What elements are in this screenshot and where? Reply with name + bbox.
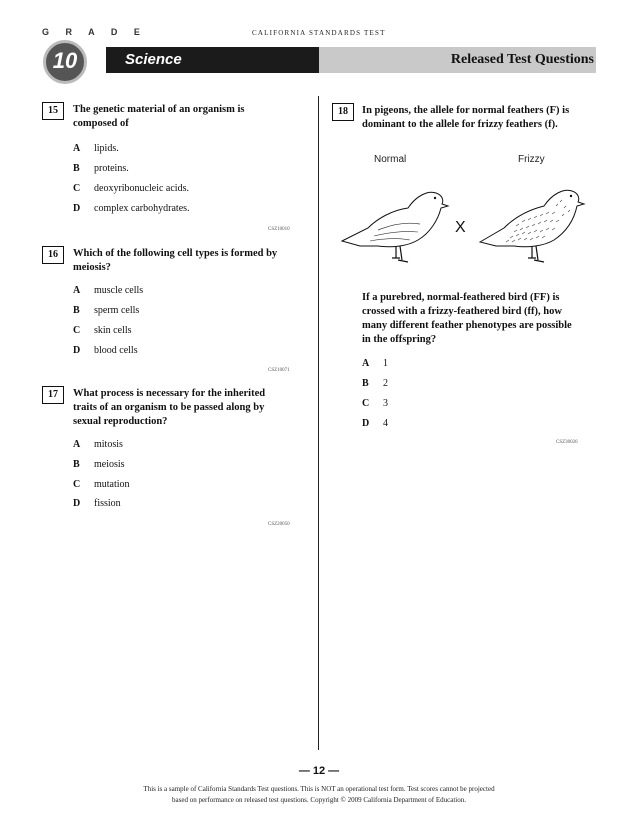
option-letter: A [73,285,81,296]
question-text: Which of the following cell types is formed by [73,248,278,259]
item-code: CSZ30026 [556,440,578,445]
option-letter: D [362,418,370,429]
question-number: 15 [42,102,64,120]
answer-option[interactable]: lipids. [94,143,119,154]
test-name: CALIFORNIA STANDARDS TEST [252,29,386,37]
question-number: 17 [42,386,64,404]
option-letter: D [73,345,81,356]
answer-option[interactable]: skin cells [94,325,132,336]
question-prompt: If a purebred, normal-feathered bird (FF) is [362,292,560,303]
answer-option[interactable]: 3 [383,398,388,409]
question-text: sexual reproduction? [73,416,168,427]
option-letter: B [362,378,369,389]
option-letter: B [73,459,80,470]
answer-option[interactable]: 4 [383,418,388,429]
question-text: composed of [73,118,129,129]
item-code: CSZ20050 [268,522,290,527]
question-text: traits of an organism to be passed along by [73,402,265,413]
answer-option[interactable]: complex carbohydrates. [94,203,190,214]
footer-notice: This is a sample of California Standards Test questions. This is NOT an operational test form. Test scores cannot be projected [143,785,495,793]
answer-option[interactable]: sperm cells [94,305,140,316]
subject-title: Science [125,51,182,68]
item-code: CSZ10010 [268,227,290,232]
figure-label-normal: Normal [374,154,407,165]
frizzy-pigeon-illustration [476,176,596,268]
option-letter: B [73,305,80,316]
cross-symbol: X [455,219,466,236]
option-letter: C [73,479,81,490]
question-text: meiosis? [73,262,111,273]
item-code: CSZ10071 [268,368,290,373]
question-text: dominant to the allele for frizzy feathers (f). [362,119,558,130]
answer-option[interactable]: meiosis [94,459,125,470]
normal-pigeon-illustration [338,178,458,268]
question-text: What process is necessary for the inherited [73,388,266,399]
option-letter: C [73,183,81,194]
option-letter: A [73,439,81,450]
question-number: 16 [42,246,64,264]
option-letter: C [73,325,81,336]
answer-option[interactable]: mutation [94,479,130,490]
question-number: 18 [332,103,354,121]
option-letter: A [73,143,81,154]
option-letter: D [73,203,81,214]
column-divider [318,96,319,750]
answer-option[interactable]: deoxyribonucleic acids. [94,183,189,194]
page-number: — 12 — [298,765,340,777]
option-letter: A [362,358,370,369]
question-text: The genetic material of an organism is [73,104,245,115]
section-title: Released Test Questions [450,52,594,67]
answer-option[interactable]: fission [94,498,121,509]
answer-option[interactable]: proteins. [94,163,129,174]
answer-option[interactable]: muscle cells [94,285,144,296]
answer-option[interactable]: 2 [383,378,388,389]
grade-number: 10 [52,48,78,73]
grade-label: G R A D E [42,27,147,37]
question-prompt: in the offspring? [362,334,437,345]
option-letter: C [362,398,370,409]
question-prompt: many different feather phenotypes are possible [362,320,572,331]
question-text: In pigeons, the allele for normal feathers (F) is [362,105,570,116]
footer-notice: based on performance on released test questions. Copyright © 2009 California Department of Education. [172,796,466,804]
option-letter: B [73,163,80,174]
figure-label-frizzy: Frizzy [518,154,545,165]
option-letter: D [73,498,81,509]
question-prompt: crossed with a frizzy-feathered bird (ff), how [362,306,562,317]
answer-option[interactable]: 1 [383,358,388,369]
answer-option[interactable]: blood cells [94,345,138,356]
answer-option[interactable]: mitosis [94,439,123,450]
